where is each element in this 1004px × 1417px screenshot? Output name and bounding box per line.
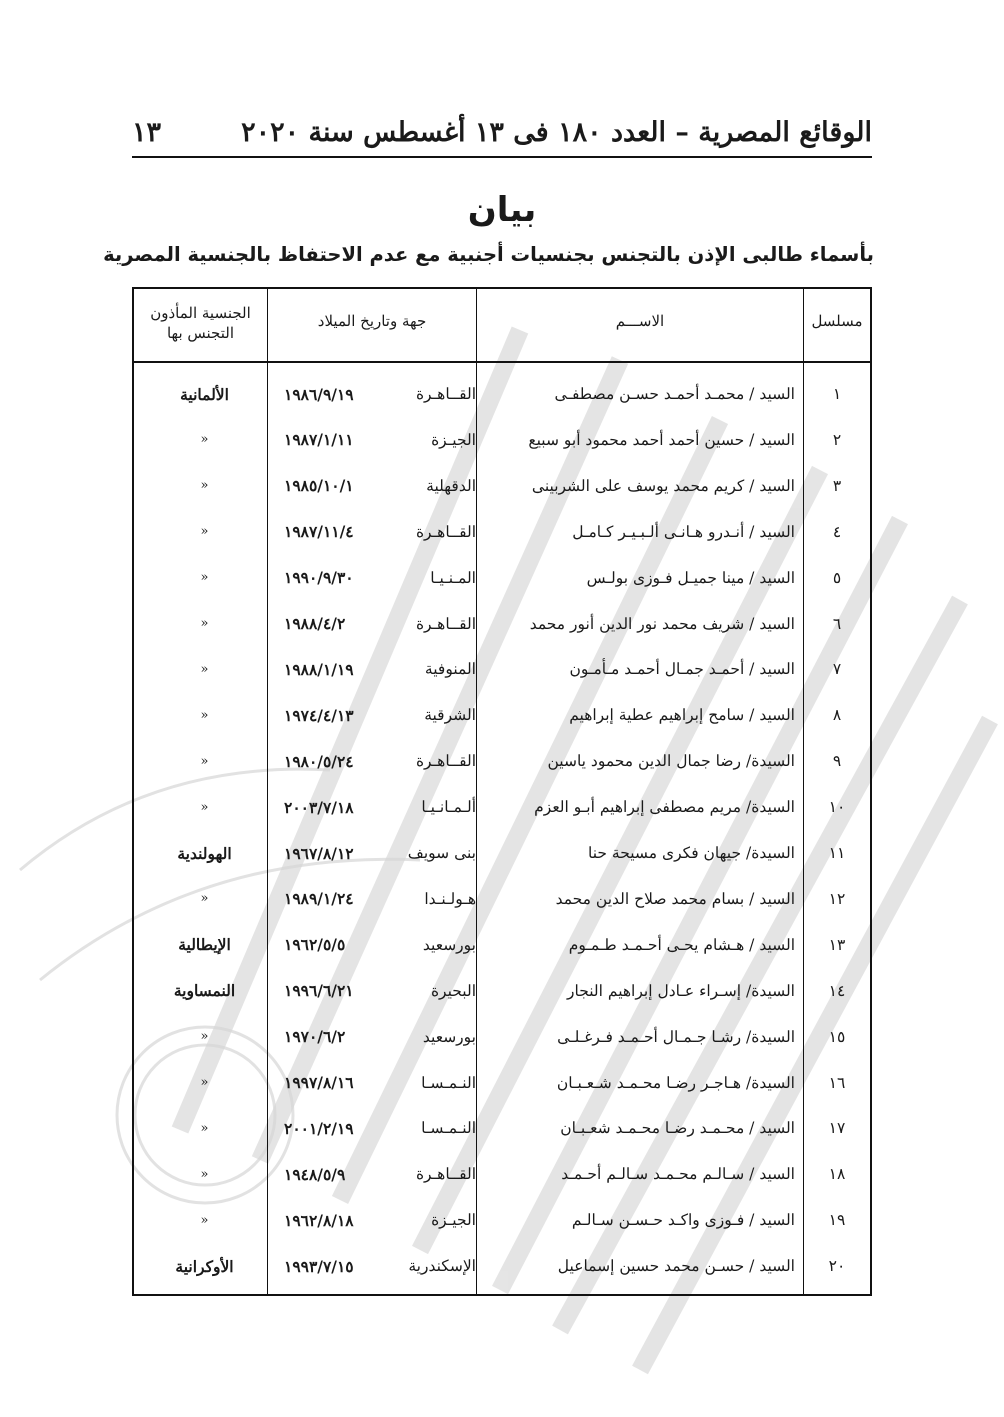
- table-row: [134, 1243, 870, 1289]
- name-cell: السيد / مينا جميـل فـوزى بولـس: [586, 568, 795, 587]
- name-cell: السيدة/ هـاجـر رضـا محـمـد شـعـبـان: [556, 1073, 795, 1092]
- birth-cell: [276, 555, 484, 601]
- name-cell: السيد / حسين أحمد أحمد محمود أبو سبيع: [528, 430, 795, 449]
- birth-cell: [276, 1060, 484, 1106]
- serial-cell: ١٤: [828, 981, 846, 1000]
- table-row: [134, 784, 870, 830]
- serial-cell: ٦: [832, 614, 842, 633]
- birth-cell: [276, 646, 484, 692]
- name-cell: السيدة/ مريم مصطفى إبراهيم أبـو العزم: [534, 798, 795, 817]
- birth-date: ١٩٨٧/١١/٤: [284, 522, 354, 542]
- serial-cell: ٥: [832, 568, 842, 587]
- nationality-cell: الألمانية: [180, 384, 229, 404]
- birth-place: ألـمـانـيـا: [421, 798, 476, 817]
- table-row: [134, 922, 870, 968]
- table-row: [134, 509, 870, 555]
- name-cell: السيدة/ رضا جمال الدين محمود ياسين: [547, 752, 795, 771]
- birth-place: الشرقية: [424, 706, 476, 725]
- birth-date: ١٩٧٤/٤/١٣: [284, 705, 354, 725]
- nationality-cell: النمساوية: [173, 981, 236, 1001]
- birth-place: الدقهلية: [426, 476, 476, 495]
- birth-date: ١٩٩٧/٨/١٦: [284, 1073, 354, 1092]
- table-row: [134, 646, 870, 692]
- nationality-cell: «: [200, 616, 209, 631]
- nationality-cell: «: [200, 1120, 209, 1136]
- birth-place: الإسكندرية: [408, 1257, 476, 1276]
- birth-place: القــاهـرة: [415, 522, 476, 541]
- serial-cell: ٢: [832, 430, 842, 449]
- serial-cell: ٧: [832, 660, 842, 679]
- birth-cell: [276, 876, 484, 922]
- serial-cell: ٢٠: [828, 1257, 846, 1276]
- nationality-cell: «: [200, 432, 209, 448]
- header-divider: [132, 156, 872, 158]
- birth-date: ١٩٤٨/٥/٩: [284, 1164, 346, 1184]
- nationality-cell: الإيطالية: [178, 935, 231, 955]
- serial-cell: ١٨: [828, 1165, 846, 1184]
- name-cell: السيدة/ جيهان فكرى مسيحة حنا: [588, 844, 795, 862]
- table-row: [134, 601, 870, 647]
- name-cell: السيد / أحمـد جمـال أحمـد مـأمـون: [569, 660, 795, 679]
- serial-cell: ٣: [832, 476, 842, 495]
- nationality-cell: الأوكرانية: [175, 1256, 234, 1276]
- birth-date: ١٩٨٨/٤/٢: [284, 614, 346, 633]
- serial-cell: ٩: [832, 752, 842, 771]
- table-row: [134, 1105, 870, 1151]
- nationality-cell: «: [200, 570, 209, 586]
- serial-cell: ٤: [832, 522, 842, 541]
- nationality-cell: الهولندية: [177, 843, 232, 863]
- name-cell: السيدة/ إسـراء عـادل إبراهيم النجار: [567, 981, 795, 1000]
- running-header: [132, 112, 872, 152]
- header-row-divider: [134, 361, 870, 363]
- birth-place: الجيـزة: [431, 1211, 476, 1230]
- nationality-cell: «: [200, 753, 209, 769]
- birth-cell: [276, 1105, 484, 1151]
- birth-place: الجيـزة: [431, 430, 476, 449]
- table-row: [134, 738, 870, 784]
- name-cell: السيد / سـالـم محـمـد سـالـم أحـمـد: [561, 1165, 795, 1184]
- birth-date: ١٩٨٨/١/١٩: [284, 659, 354, 679]
- nationality-cell: «: [200, 799, 209, 815]
- birth-date: ١٩٨٦/٩/١٩: [284, 384, 354, 404]
- serial-cell: ١: [832, 385, 842, 403]
- header-serial: مسلسل: [811, 312, 863, 330]
- birth-cell: [276, 371, 484, 417]
- birth-place: النـمـسـا: [421, 1119, 476, 1138]
- serial-cell: ١٣: [828, 935, 846, 954]
- name-cell: السيد / حسـن محمد حسين إسماعيل: [557, 1257, 795, 1276]
- header-nationality: الجنسية المأذون التجنس بها: [150, 304, 251, 342]
- name-cell: السيد / محـمـد رضـا محـمـد شعـبـان: [560, 1119, 795, 1138]
- birth-date: ١٩٩٣/٧/١٥: [284, 1256, 354, 1276]
- serial-cell: ١٧: [828, 1119, 846, 1138]
- table-row: [134, 371, 870, 417]
- publication-title: الوقائع المصرية – العدد ١٨٠ فى ١٣ أغسطس سنة ٢٠٢٠: [241, 116, 872, 148]
- birth-cell: [276, 1243, 484, 1289]
- table-row: [134, 876, 870, 922]
- birth-place: هـولـنـدا: [424, 889, 476, 908]
- table-row: [134, 692, 870, 738]
- birth-cell: [276, 1151, 484, 1197]
- birth-date: ١٩٩٦/٦/٢١: [284, 981, 354, 1001]
- nationality-cell: «: [200, 1029, 209, 1045]
- birth-cell: [276, 1197, 484, 1243]
- birth-date: ٢٠٠٣/٧/١٨: [284, 797, 354, 817]
- birth-cell: [276, 1014, 484, 1060]
- birth-cell: [276, 692, 484, 738]
- page-number: ١٣: [132, 116, 162, 148]
- birth-cell: [276, 509, 484, 555]
- nationality-cell: «: [200, 1075, 209, 1090]
- birth-place: القــاهـرة: [415, 385, 476, 403]
- nationality-cell: «: [200, 1166, 209, 1182]
- birth-date: ١٩٦٧/٨/١٢: [284, 843, 354, 863]
- table-row: [134, 968, 870, 1014]
- birth-place: القــاهـرة: [415, 1165, 476, 1184]
- birth-date: ١٩٨٧/١/١١: [284, 430, 354, 450]
- serial-cell: ١٩: [828, 1211, 846, 1230]
- birth-date: ١٩٩٠/٩/٣٠: [284, 568, 354, 588]
- serial-cell: ١٢: [828, 889, 846, 908]
- name-cell: السيد / بسام محمد صلاح الدين محمد: [555, 889, 795, 908]
- birth-place: المنوفية: [424, 660, 476, 679]
- header-birth: جهة وتاريخ الميلاد: [317, 312, 427, 330]
- table-row: [134, 463, 870, 509]
- birth-date: ١٩٨٠/٥/٢٤: [284, 751, 354, 771]
- birth-cell: [276, 417, 484, 463]
- table-row: [134, 830, 870, 876]
- serial-cell: ١٦: [828, 1073, 846, 1092]
- birth-cell: [276, 784, 484, 830]
- birth-place: المـنـيـا: [430, 568, 476, 587]
- birth-date: ١٩٨٩/١/٢٤: [284, 889, 354, 909]
- name-cell: السيد / هـشام يحـى أحـمـد طـمـوم: [568, 935, 795, 954]
- birth-cell: [276, 738, 484, 784]
- nationality-cell: «: [200, 661, 209, 677]
- table-row: [134, 1151, 870, 1197]
- document-subtitle: بأسماء طالبى الإذن بالتجنس بجنسيات أجنبية مع عدم الاحتفاظ بالجنسية المصرية: [103, 243, 874, 266]
- name-cell: السيد / محمـد أحمـد حسـن مصطفـى: [554, 385, 795, 403]
- birth-date: ١٩٧٠/٦/٢: [284, 1027, 346, 1047]
- nationality-cell: «: [200, 1212, 209, 1228]
- birth-cell: [276, 601, 484, 647]
- document-title: بيان: [467, 190, 537, 230]
- table-row: [134, 417, 870, 463]
- birth-place: القــاهـرة: [415, 752, 476, 771]
- birth-place: بنى سويف: [407, 844, 476, 862]
- birth-date: ٢٠٠١/٢/١٩: [284, 1118, 354, 1138]
- birth-place: بورسعيد: [422, 935, 476, 954]
- table-row: [134, 1197, 870, 1243]
- nationality-cell: «: [200, 524, 209, 540]
- birth-cell: [276, 830, 484, 876]
- birth-place: القــاهـرة: [415, 614, 476, 633]
- serial-cell: ١١: [828, 844, 846, 862]
- applicants-table: [132, 287, 872, 1296]
- birth-cell: [276, 922, 484, 968]
- name-cell: السيد / سامح إبراهيم عطية إبراهيم: [569, 706, 795, 725]
- birth-date: ١٩٦٢/٨/١٨: [284, 1210, 354, 1230]
- serial-cell: ١٠: [828, 798, 846, 817]
- birth-cell: [276, 968, 484, 1014]
- birth-date: ١٩٨٥/١٠/١: [284, 476, 354, 496]
- header-name: الاســـم: [615, 312, 665, 330]
- nationality-cell: «: [200, 891, 209, 907]
- birth-place: بورسعيد: [422, 1027, 476, 1046]
- birth-place: النـمـسـا: [421, 1073, 476, 1092]
- birth-cell: [276, 463, 484, 509]
- nationality-cell: «: [200, 707, 209, 723]
- table-row: [134, 1060, 870, 1106]
- birth-place: البحيرة: [430, 981, 476, 1000]
- table-row: [134, 1014, 870, 1060]
- serial-cell: ١٥: [828, 1027, 846, 1046]
- nationality-cell: «: [200, 478, 209, 494]
- name-cell: السيد / كريم محمد يوسف على الشربينى: [531, 476, 795, 495]
- name-cell: السيد / أنـدرو هـانـى ألـبـيـر كـامـل: [572, 522, 795, 541]
- serial-cell: ٨: [832, 706, 842, 725]
- name-cell: السيدة/ رشـا جـمـال أحـمـد فـرغـلـى: [557, 1027, 795, 1046]
- table-row: [134, 555, 870, 601]
- name-cell: السيد / شريف محمد نور الدين أنور محمد: [529, 614, 795, 633]
- birth-date: ١٩٦٢/٥/٥: [284, 935, 346, 955]
- name-cell: السيد / فـوزى واكـد حـسـن سـالـم: [571, 1211, 795, 1230]
